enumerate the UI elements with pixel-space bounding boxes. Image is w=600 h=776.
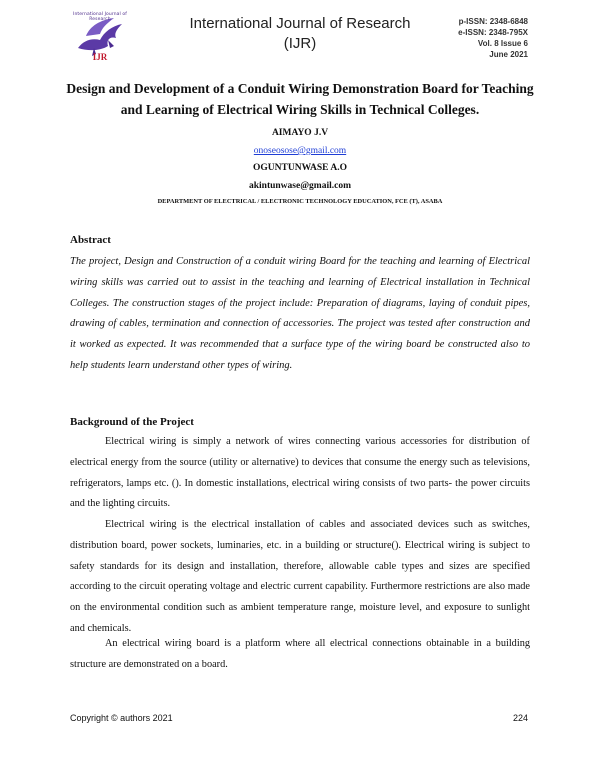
author-1-email: [100, 146, 500, 156]
volume-issue: Vol. 8 Issue 6: [477, 39, 528, 48]
print-issn: p-ISSN: 2348-6848: [458, 17, 528, 26]
journal-header: [160, 14, 440, 54]
background-paragraph-1: Electrical wiring is simply a network of wires connecting various accessories for distribution of electrical energy from the source (utility or alternative) to devices that consume the energy such as televisions, refrigerators, lamps etc. (). In domestic installations, electrical wiring consists of two parts- the power circuits and the lighting circuits.: [70, 436, 530, 510]
author-2-email: akintunwase@gmail.com: [249, 181, 351, 191]
background-paragraph-3: An electrical wiring board is a platform where all electrical connections obtainable in a building structure are demonstrated on a board.: [70, 638, 530, 670]
author-1-email-link[interactable]: onoseosose@gmail.com: [253, 146, 347, 156]
journal-abbrev: (IJR): [283, 35, 317, 52]
paper-title: Design and Development of a Conduit Wiring Demonstration Board for Teaching and Learning of Electrical Wiring Skills in Technical Colleges.: [66, 81, 534, 117]
logo-caption: International Journal of Research: [73, 12, 127, 22]
issn-block: [458, 16, 528, 60]
author-1-name: AIMAYO J.V: [271, 128, 329, 138]
abstract-text: The project, Design and Construction of a conduit wiring Board for the teaching and learning of Electrical wiring skills was carried out to assist in the teaching and learning of Electrical installation in Technical Colleges. The construction stages of the project include: Preparation of diagrams, laying of conduit pipes, drawing of cables, termination and connection of accessories. The project was tested after construction and it worked as expected. It was recommended that a surface type of the wiring board be constructed also to help students learn understand other types of wiring.: [70, 256, 530, 371]
department-affiliation: DEPARTMENT OF ELECTRICAL / ELECTRONIC TECHNOLOGY EDUCATION, FCE (T), ASABA: [157, 198, 443, 205]
background-heading: Background of the Project: [70, 416, 194, 428]
copyright-notice: Copyright © authors 2021: [70, 713, 173, 723]
abstract-heading: Abstract: [70, 234, 111, 246]
page-number: 224: [512, 713, 528, 723]
background-paragraph-2: Electrical wiring is the electrical installation of cables and associated devices such as switches, distribution board, power sockets, luminaries, etc. in a building or structure(). Electrical wiring is subject to safety standards for its design and installation, therefore, allowable cable types and sizes are specified according to the circuit operating voltage and electric current capability. Furthermore restrictions are also made on the environmental condition such as ambient temperature range, moisture level, and exposure to sunlight and chemicals.: [70, 519, 530, 634]
journal-name: International Journal of Research: [189, 15, 411, 32]
author-2-name: OGUNTUNWASE A.O: [253, 163, 347, 173]
svg-text:IJR: IJR: [92, 52, 108, 62]
electronic-issn: e-ISSN: 2348-795X: [458, 28, 528, 37]
issue-date: June 2021: [489, 50, 528, 59]
